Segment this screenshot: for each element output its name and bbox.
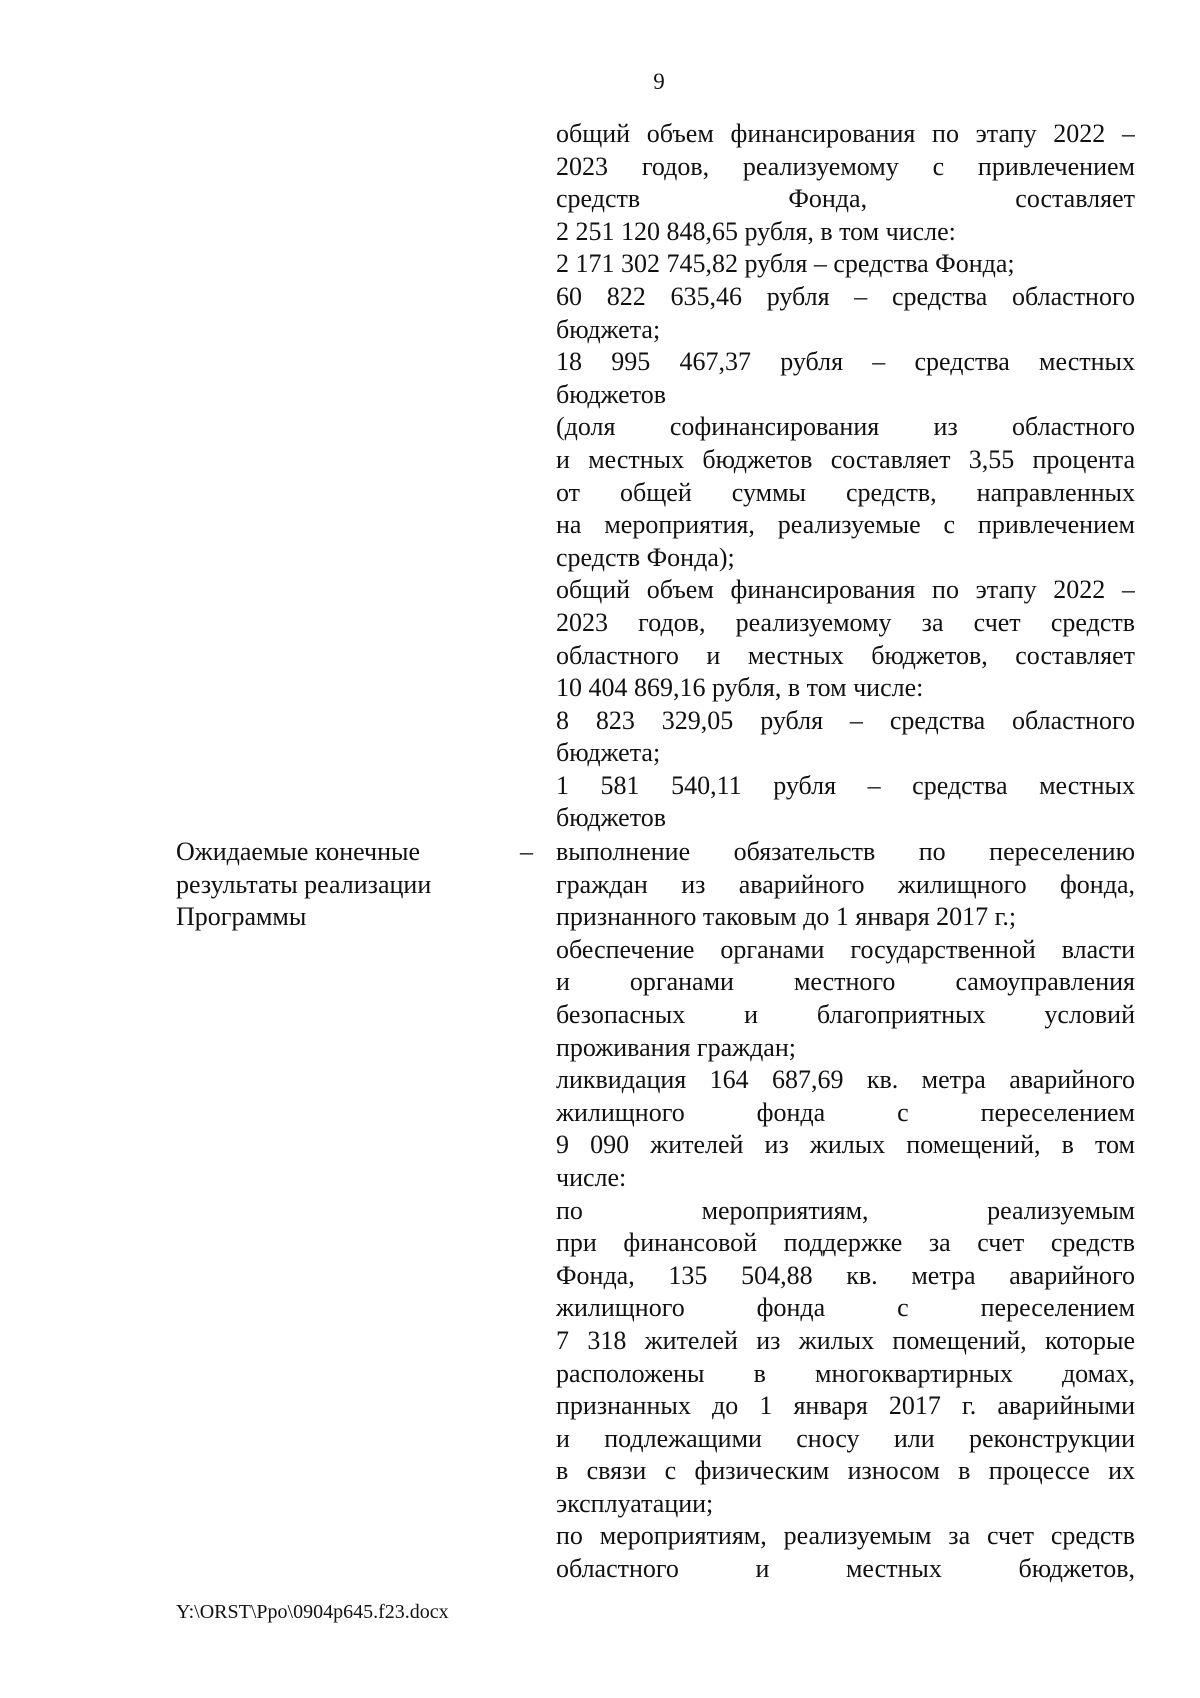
financing-text-line: 2023 годов, реализуемому за счет средств — [556, 607, 1135, 637]
expected-results-label-line: результаты реализации — [176, 869, 432, 899]
financing-text-line: бюджета; — [556, 314, 661, 344]
results-text-line: и подлежащими сносу или реконструкции — [556, 1423, 1135, 1453]
financing-text-line: 1 581 540,11 рубля – средства местных — [556, 770, 1135, 800]
results-text-line: 9 090 жителей из жилых помещений, в том — [556, 1130, 1135, 1160]
expected-results-label-line: Ожидаемые конечные — [176, 837, 421, 866]
results-text-line: граждан из аварийного жилищного фонда, — [556, 869, 1135, 899]
results-text-line: в связи с физическим износом в процессе их — [556, 1456, 1135, 1486]
results-text-line: эксплуатации; — [556, 1488, 714, 1518]
financing-text-line: 8 823 329,05 рубля – средства областного — [556, 705, 1135, 735]
financing-text-line: областного и местных бюджетов, составляет — [556, 640, 1135, 670]
financing-text-line: (доля софинансирования из областного — [556, 412, 1135, 442]
results-text-line: признанных до 1 января 2017 г. аварийными — [556, 1391, 1135, 1421]
financing-text-line: 60 822 635,46 рубля – средства областного — [556, 281, 1135, 311]
row-dash: – — [520, 837, 533, 866]
results-text-line: Фонда, 135 504,88 кв. метра аварийного — [556, 1260, 1135, 1290]
results-text-line: расположены в многоквартирных домах, — [556, 1358, 1135, 1388]
financing-text-line: 2023 годов, реализуемому с привлечением — [556, 151, 1135, 181]
financing-text-line: бюджетов — [556, 379, 667, 409]
financing-text-line: средств Фонда); — [556, 542, 735, 572]
results-text-line: признанного таковым до 1 января 2017 г.; — [556, 902, 1017, 932]
expected-results-label — [176, 836, 506, 934]
results-text-line: по мероприятиям, реализуемым — [556, 1195, 1135, 1225]
financing-text-line: бюджетов — [556, 803, 667, 833]
financing-text-line: 10 404 869,16 рубля, в том числе: — [556, 673, 924, 703]
financing-text-block — [556, 118, 1135, 835]
financing-text-line: средств Фонда, составляет — [556, 184, 1135, 214]
financing-text-line: бюджета; — [556, 738, 661, 768]
results-text-line: безопасных и благоприятных условий — [556, 999, 1135, 1029]
financing-text-line: 2 171 302 745,82 рубля – средства Фонда; — [556, 249, 1015, 279]
financing-text-line: общий объем финансирования по этапу 2022 – — [556, 119, 1135, 148]
results-text-line: жилищного фонда с переселением — [556, 1293, 1135, 1323]
financing-text-line: и местных бюджетов составляет 3,55 процента — [556, 444, 1135, 474]
footer-file-path: Y:\ORST\Ppo\0904p645.f23.docx — [176, 1601, 449, 1623]
expected-results-text-block — [556, 836, 1135, 1586]
results-text-line: при финансовой поддержке за счет средств — [556, 1228, 1135, 1258]
expected-results-label-line: Программы — [176, 902, 307, 932]
results-text-line: 7 318 жителей из жилых помещений, которые — [556, 1325, 1135, 1355]
financing-text-line: от общей суммы средств, направленных — [556, 477, 1135, 507]
financing-text-line: на мероприятия, реализуемые с привлечением — [556, 510, 1135, 540]
financing-text-line: 2 251 120 848,65 рубля, в том числе: — [556, 216, 956, 246]
results-text-line: обеспечение органами государственной власти — [556, 934, 1135, 964]
results-text-line: по мероприятиям, реализуемым за счет средств — [556, 1521, 1135, 1551]
results-text-line: ликвидация 164 687,69 кв. метра аварийного — [556, 1065, 1135, 1095]
results-text-line: выполнение обязательств по переселению — [556, 837, 1135, 866]
page-number: 9 — [653, 69, 665, 94]
results-text-line: числе: — [556, 1162, 627, 1192]
results-text-line: и органами местного самоуправления — [556, 967, 1135, 997]
financing-text-line: 18 995 467,37 рубля – средства местных — [556, 347, 1135, 377]
results-text-line: жилищного фонда с переселением — [556, 1097, 1135, 1127]
financing-text-line: общий объем финансирования по этапу 2022 – — [556, 575, 1135, 605]
results-text-line: областного и местных бюджетов, — [556, 1554, 1135, 1584]
results-text-line: проживания граждан; — [556, 1032, 796, 1062]
